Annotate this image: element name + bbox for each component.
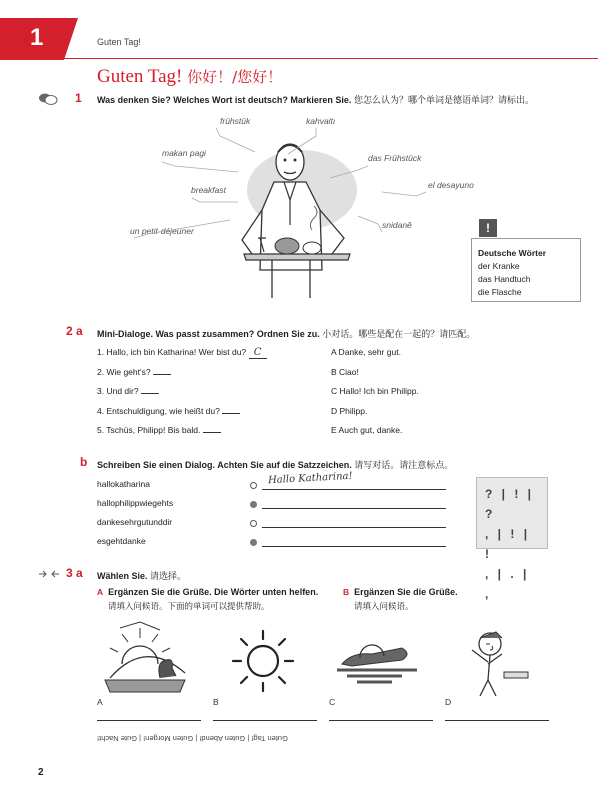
exercise-2b-letter: b — [80, 455, 88, 469]
answer-line-3[interactable] — [262, 527, 446, 528]
info-line: die Flasche — [478, 287, 522, 297]
answer-line-2[interactable] — [262, 508, 446, 509]
instruction-de: Mini-Dialoge. Was passt zusammen? Ordnen Sie zu. — [97, 329, 320, 339]
exercise-2a-number: 2 a — [66, 324, 83, 338]
info-line: der Kranke — [478, 261, 520, 271]
greeting-answer-line-c[interactable] — [329, 720, 433, 721]
instruction-cn: 您怎么认为？哪个单词是德语单词？请标出。 — [353, 95, 534, 105]
speaker-open-circle-icon — [250, 520, 257, 527]
option-letter: B — [343, 587, 350, 597]
handwritten-answer: Hallo Katharina! — [267, 470, 353, 487]
dialog-right-c: C Hallo! Ich bin Philipp. — [331, 386, 419, 396]
punctuation-row: , | ! | ! — [485, 527, 531, 561]
word-breakfast[interactable]: breakfast — [191, 185, 226, 195]
answer-blank[interactable] — [153, 374, 171, 375]
answer-line-1[interactable] — [262, 489, 446, 490]
scrambled-line-1: hallokatharina — [97, 479, 150, 489]
greeting-answer-line-d[interactable] — [445, 720, 549, 721]
picture-label-d: D — [445, 697, 452, 707]
word-pointer-lines — [120, 120, 500, 250]
exercise-1-number: 1 — [75, 91, 82, 105]
sleepy-person-picture — [452, 620, 532, 700]
dialog-text: 4. Entschuldigung, wie heißt du? — [97, 406, 220, 416]
chapter-title: Guten Tag! — [97, 37, 141, 47]
instruction-cn: 请选择。 — [150, 571, 187, 581]
header-rule — [60, 58, 598, 59]
choice-arrows-icon — [38, 569, 60, 579]
punctuation-row: ? | ! | ? — [485, 487, 535, 521]
greeting-answer-line-a[interactable] — [97, 720, 201, 721]
scrambled-line-4: esgehtdanke — [97, 536, 146, 546]
title-chinese: 你好！/您好！ — [187, 68, 283, 86]
title-german: Guten Tag! — [97, 66, 183, 87]
exclamation-icon: ! — [479, 219, 497, 237]
dialog-left-2 — [97, 367, 171, 377]
word-snidane[interactable]: snidanĕ — [382, 220, 412, 230]
handwritten-answer: C — [253, 347, 262, 358]
dialog-right-b: B Ciao! — [331, 367, 359, 377]
option-text: Ergänzen Sie die Grüße. — [354, 587, 458, 597]
info-line: das Handtuch — [478, 274, 531, 284]
exercise-2b-instruction — [97, 458, 453, 471]
dialog-text: 2. Wie geht's? — [97, 367, 151, 377]
option-text-cn: 请填入问候语。下面的单词可以提供帮助。 — [108, 601, 270, 611]
option-text: Ergänzen Sie die Grüße. Die Wörter unten helfen. — [108, 587, 319, 597]
word-un-petit-dejeuner[interactable]: un petit-déjeuner — [130, 226, 194, 236]
greeting-answer-line-b[interactable] — [213, 720, 317, 721]
scrambled-line-2: hallophilippwiegehts — [97, 498, 174, 508]
word-el-desayuno[interactable]: el desayuno — [428, 180, 474, 190]
dialog-right-a: A Danke, sehr gut. — [331, 347, 401, 357]
word-das-fruhstuck[interactable]: das Frühstück — [368, 153, 422, 163]
option-text-cn: 请填入问候语。 — [354, 601, 414, 611]
picture-label-c: C — [329, 697, 336, 707]
answer-blank[interactable] — [141, 393, 159, 394]
info-heading: Deutsche Wörter — [478, 248, 547, 258]
chapter-number: 1 — [30, 24, 44, 51]
dialog-right-d: D Philipp. — [331, 406, 368, 416]
page-title — [97, 66, 282, 88]
exercise-3a-instruction — [97, 569, 186, 582]
word-kahvalti[interactable]: kahvaltı — [306, 116, 336, 126]
exercise-1-instruction — [97, 93, 534, 106]
option-letter: A — [97, 587, 104, 597]
exercise-2a-instruction — [97, 327, 475, 340]
sun-picture — [226, 628, 300, 694]
speaker-open-circle-icon — [250, 482, 257, 489]
speaker-filled-circle-icon — [250, 501, 257, 508]
scrambled-line-3: dankesehrgutunddir — [97, 517, 173, 527]
punctuation-box — [476, 477, 548, 601]
instruction-cn: 请写对话。请注意标点。 — [354, 460, 454, 470]
dialog-text: 1. Hallo, ich bin Katharina! Wer bist du? — [97, 347, 247, 357]
instruction-de: Was denken Sie? Welches Wort ist deutsch? Markieren Sie. — [97, 95, 352, 105]
dialog-left-5 — [97, 425, 221, 435]
exercise-3a-number: 3 a — [66, 566, 83, 580]
upside-down-word-bank: Guten Tag! | Guten Abend! | Guten Morgen! | Gute Nacht! — [97, 734, 288, 743]
picture-label-b: B — [213, 697, 219, 707]
dialog-text: 5. Tschüs, Philipp! Bis bald. — [97, 425, 201, 435]
page-number: 2 — [38, 767, 44, 778]
word-frustok[interactable]: frühstük — [220, 116, 251, 126]
answer-blank[interactable] — [222, 413, 240, 414]
answer-blank[interactable] — [249, 347, 267, 359]
dialog-right-e: E Auch gut, danke. — [331, 425, 403, 435]
info-box — [471, 238, 581, 302]
answer-line-4[interactable] — [262, 546, 446, 547]
speech-bubbles-icon — [38, 92, 58, 106]
option-b[interactable] — [343, 587, 543, 612]
instruction-de: Wählen Sie. — [97, 571, 148, 581]
instruction-de: Schreiben Sie einen Dialog. Achten Sie auf die Satzzeichen. — [97, 460, 352, 470]
dialog-text: 3. Und dir? — [97, 386, 139, 396]
option-a[interactable] — [97, 587, 337, 612]
instruction-cn: 小对话。哪些是配在一起的？请匹配。 — [322, 329, 476, 339]
punctuation-row: , | . | , — [485, 567, 530, 601]
answer-blank[interactable] — [203, 432, 221, 433]
picture-label-a: A — [97, 697, 103, 707]
sunrise-rooster-picture — [100, 618, 190, 696]
dialog-left-4 — [97, 406, 240, 416]
dialog-left-3 — [97, 386, 159, 396]
speaker-filled-circle-icon — [250, 539, 257, 546]
sunset-picture — [332, 630, 422, 690]
word-makan-pagi[interactable]: makan pagi — [162, 148, 206, 158]
dialog-left-1 — [97, 347, 267, 359]
